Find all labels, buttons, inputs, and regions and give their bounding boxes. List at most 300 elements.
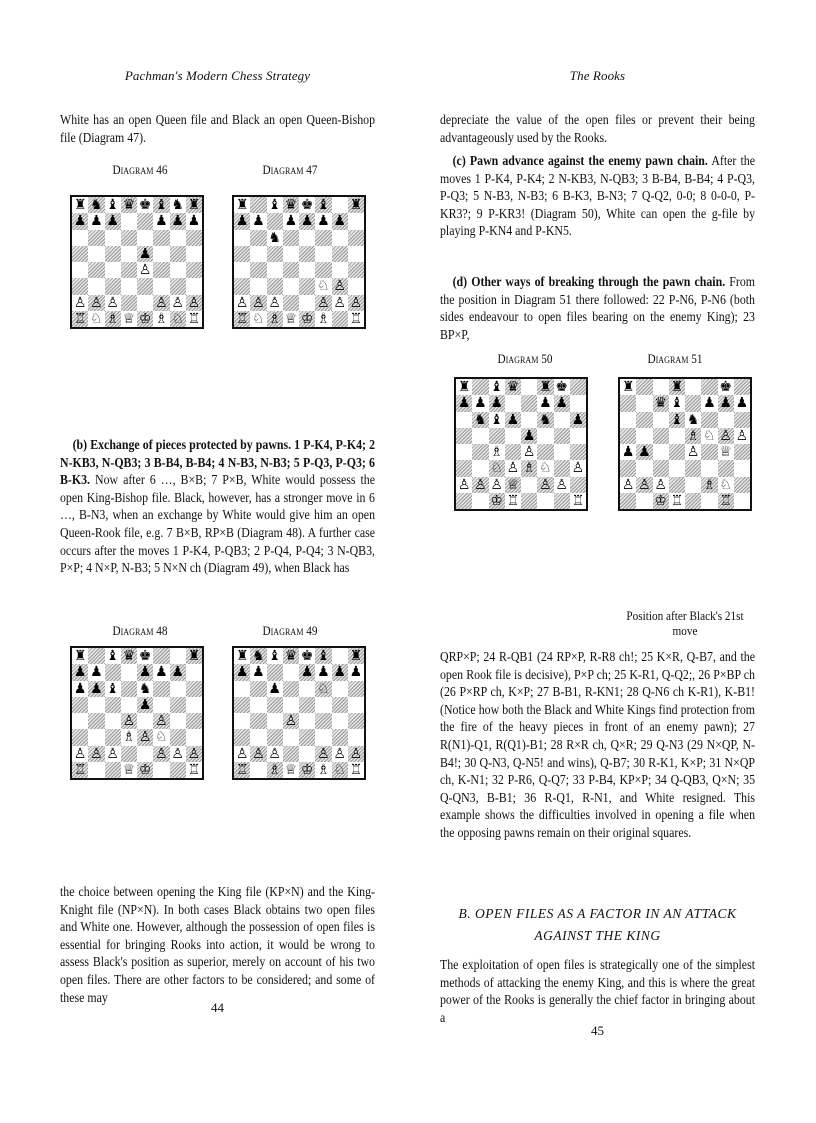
- black-pawn-piece: ♟: [155, 213, 168, 230]
- board-square: [121, 713, 137, 729]
- board-square: [299, 197, 315, 213]
- board-square: [88, 246, 104, 262]
- white-knight-piece: ♘: [317, 680, 330, 697]
- board-square: [121, 246, 137, 262]
- white-knight-piece: ♘: [155, 729, 168, 746]
- black-queen-piece: ♛: [122, 197, 136, 214]
- board-square: [299, 681, 315, 697]
- board-square: [121, 664, 137, 680]
- black-queen-piece: ♛: [284, 648, 298, 665]
- board-square: [234, 295, 250, 311]
- paragraph-b-text: Now after 6 …, B×B; 7 P×B, White would possess the open King-Bishop file. Black, however, has a stronger move in 6 …, B-N3, when an exchange by White would give him an open Queen-Rook file, e.g. 7 B×B, RP×B (Diagram 48). A further case occurs after the moves 1 P-K4, P-QB3; 2 P-Q4, P-Q4; 3 N-QB3, P×P; 4 N×P, N-B3; 5 N×N ch (Diagram 49), when Black has: [60, 472, 376, 576]
- white-pawn-piece: ♙: [571, 460, 585, 477]
- board-square: [153, 278, 169, 294]
- board-square: [105, 246, 121, 262]
- board-square: [72, 681, 88, 697]
- white-pawn-piece: ♙: [187, 294, 201, 311]
- black-queen-piece: ♛: [654, 395, 667, 412]
- board-square: [72, 246, 88, 262]
- board-square: [348, 262, 364, 278]
- board-square: [521, 493, 537, 509]
- board-square: [554, 412, 570, 428]
- board-square: [105, 311, 121, 327]
- left-page: [60, 0, 375, 1123]
- paragraph-c-label: (c) Pawn advance against the enemy pawn chain.: [452, 153, 708, 168]
- diagram-50-board: [454, 377, 588, 511]
- board-square: [267, 278, 283, 294]
- board-square: [283, 681, 299, 697]
- board-square: [315, 262, 331, 278]
- board-square: [283, 648, 299, 664]
- board-square: [267, 230, 283, 246]
- board-square: [170, 262, 186, 278]
- black-pawn-piece: ♟: [73, 680, 87, 697]
- board-square: [570, 379, 586, 395]
- board-square: [72, 713, 88, 729]
- board-square: [348, 681, 364, 697]
- diagram-49-caption: Diagram 49: [262, 624, 318, 638]
- board-square: [250, 762, 266, 778]
- white-queen-piece: ♕: [284, 761, 298, 778]
- white-king-piece: ♔: [300, 761, 314, 778]
- board-square: [456, 460, 472, 476]
- board-square: [72, 213, 88, 229]
- board-square: [234, 246, 250, 262]
- board-square: [472, 412, 488, 428]
- board-square: [570, 444, 586, 460]
- board-square: [315, 697, 331, 713]
- board-square: [718, 460, 734, 476]
- board-square: [72, 311, 88, 327]
- board-square: [537, 395, 553, 411]
- board-square: [72, 295, 88, 311]
- black-pawn-piece: ♟: [300, 664, 314, 681]
- white-knight-piece: ♘: [703, 427, 716, 444]
- board-square: [456, 444, 472, 460]
- board-square: [554, 395, 570, 411]
- board-square: [72, 648, 88, 664]
- black-pawn-piece: ♟: [138, 696, 152, 713]
- board-square: [153, 295, 169, 311]
- board-square: [186, 746, 202, 762]
- white-pawn-piece: ♙: [539, 476, 552, 493]
- right-intro-paragraph: depreciate the value of the open files or prevent their being advantageously used by the Rooks.: [440, 112, 755, 145]
- white-pawn-piece: ♙: [506, 460, 520, 477]
- black-pawn-piece: ♟: [90, 680, 103, 697]
- white-pawn-piece: ♙: [490, 476, 503, 493]
- board-square: [620, 379, 636, 395]
- white-pawn-piece: ♙: [252, 294, 265, 311]
- board-square: [653, 477, 669, 493]
- board-square: [88, 713, 104, 729]
- board-square: [267, 295, 283, 311]
- diagram-46-board: [70, 195, 204, 329]
- board-square: [315, 713, 331, 729]
- board-square: [315, 230, 331, 246]
- board-square: [170, 746, 186, 762]
- board-square: [267, 746, 283, 762]
- board-square: [554, 428, 570, 444]
- white-pawn-piece: ♙: [474, 476, 487, 493]
- black-bishop-piece: ♝: [670, 411, 684, 428]
- board-square: [137, 197, 153, 213]
- board-square: [105, 746, 121, 762]
- black-knight-piece: ♞: [268, 229, 281, 246]
- board-square: [250, 295, 266, 311]
- board-square: [105, 664, 121, 680]
- white-knight-piece: ♘: [317, 278, 330, 295]
- board-square: [153, 213, 169, 229]
- white-bishop-piece: ♗: [268, 310, 281, 327]
- board-square: [348, 246, 364, 262]
- board-square: [170, 697, 186, 713]
- board-square: [153, 697, 169, 713]
- black-pawn-piece: ♟: [252, 213, 265, 230]
- board-square: [234, 762, 250, 778]
- board-square: [505, 493, 521, 509]
- white-pawn-piece: ♙: [735, 427, 749, 444]
- board-square: [283, 295, 299, 311]
- board-square: [718, 493, 734, 509]
- white-pawn-piece: ♙: [555, 476, 568, 493]
- board-square: [537, 444, 553, 460]
- white-pawn-piece: ♙: [457, 476, 471, 493]
- black-bishop-piece: ♝: [268, 648, 281, 665]
- board-square: [88, 648, 104, 664]
- board-square: [315, 311, 331, 327]
- right-paragraph-c: [440, 152, 755, 240]
- board-square: [121, 762, 137, 778]
- board-square: [701, 460, 717, 476]
- board-square: [137, 681, 153, 697]
- white-bishop-piece: ♗: [317, 761, 330, 778]
- board-square: [456, 477, 472, 493]
- board-square: [105, 213, 121, 229]
- right-running-header: The Rooks: [569, 68, 626, 83]
- board-square: [315, 197, 331, 213]
- paragraph-d-text: From the position in Diagram 51 there followed: 22 P-N6, P-N6 (both sides endeavour to open files bearing on the enemy King); 23 BP×P,: [440, 274, 755, 342]
- board-square: [186, 697, 202, 713]
- board-square: [685, 395, 701, 411]
- board-square: [332, 762, 348, 778]
- white-pawn-piece: ♙: [155, 745, 168, 762]
- right-page: [440, 0, 755, 1123]
- black-rook-piece: ♜: [539, 379, 552, 396]
- board-square: [718, 477, 734, 493]
- black-bishop-piece: ♝: [317, 197, 330, 214]
- black-pawn-piece: ♟: [457, 395, 471, 412]
- white-rook-piece: ♖: [670, 492, 684, 509]
- board-square: [505, 444, 521, 460]
- board-square: [267, 213, 283, 229]
- board-square: [734, 444, 750, 460]
- board-square: [121, 681, 137, 697]
- board-square: [348, 697, 364, 713]
- diagram-47-caption: Diagram 47: [262, 163, 318, 177]
- white-pawn-piece: ♙: [654, 476, 667, 493]
- board-square: [718, 412, 734, 428]
- board-square: [315, 295, 331, 311]
- board-square: [137, 648, 153, 664]
- white-bishop-piece: ♗: [522, 460, 536, 477]
- board-square: [234, 311, 250, 327]
- board-square: [250, 697, 266, 713]
- board-square: [472, 379, 488, 395]
- white-pawn-piece: ♙: [333, 278, 346, 295]
- board-square: [267, 762, 283, 778]
- board-square: [170, 664, 186, 680]
- white-rook-piece: ♖: [506, 492, 520, 509]
- board-square: [105, 230, 121, 246]
- board-square: [669, 395, 685, 411]
- board-square: [234, 278, 250, 294]
- board-square: [332, 713, 348, 729]
- black-pawn-piece: ♟: [284, 213, 298, 230]
- board-square: [348, 746, 364, 762]
- board-square: [250, 664, 266, 680]
- board-square: [88, 262, 104, 278]
- white-pawn-piece: ♙: [171, 294, 184, 311]
- white-pawn-piece: ♙: [268, 745, 281, 762]
- board-square: [105, 262, 121, 278]
- board-square: [137, 664, 153, 680]
- white-pawn-piece: ♙: [171, 745, 184, 762]
- board-square: [521, 460, 537, 476]
- white-bishop-piece: ♗: [106, 310, 119, 327]
- board-square: [348, 295, 364, 311]
- board-square: [348, 213, 364, 229]
- board-square: [348, 729, 364, 745]
- white-pawn-piece: ♙: [73, 745, 87, 762]
- white-knight-piece: ♘: [333, 761, 346, 778]
- board-square: [315, 746, 331, 762]
- black-rook-piece: ♜: [235, 648, 249, 665]
- board-square: [669, 412, 685, 428]
- board-square: [72, 729, 88, 745]
- diagram-51-board: [618, 377, 752, 511]
- board-square: [348, 311, 364, 327]
- black-rook-piece: ♜: [187, 648, 201, 665]
- board-square: [472, 460, 488, 476]
- black-bishop-piece: ♝: [490, 379, 503, 396]
- board-square: [283, 278, 299, 294]
- board-square: [267, 664, 283, 680]
- board-square: [653, 395, 669, 411]
- white-pawn-piece: ♙: [268, 294, 281, 311]
- board-square: [653, 412, 669, 428]
- white-pawn-piece: ♙: [719, 427, 732, 444]
- white-pawn-piece: ♙: [155, 294, 168, 311]
- board-square: [234, 213, 250, 229]
- board-square: [636, 477, 652, 493]
- board-square: [505, 428, 521, 444]
- board-square: [299, 713, 315, 729]
- black-pawn-piece: ♟: [187, 213, 201, 230]
- board-square: [234, 664, 250, 680]
- white-pawn-piece: ♙: [155, 713, 168, 730]
- board-square: [283, 664, 299, 680]
- board-square: [267, 681, 283, 697]
- board-square: [505, 412, 521, 428]
- black-pawn-piece: ♟: [73, 213, 87, 230]
- white-bishop-piece: ♗: [703, 476, 716, 493]
- board-square: [537, 428, 553, 444]
- board-square: [121, 729, 137, 745]
- board-square: [250, 729, 266, 745]
- black-pawn-piece: ♟: [171, 664, 184, 681]
- board-square: [718, 379, 734, 395]
- black-bishop-piece: ♝: [106, 680, 119, 697]
- board-square: [620, 477, 636, 493]
- board-square: [137, 230, 153, 246]
- board-square: [88, 681, 104, 697]
- board-square: [489, 477, 505, 493]
- black-bishop-piece: ♝: [106, 197, 119, 214]
- board-square: [472, 444, 488, 460]
- white-queen-piece: ♕: [506, 476, 520, 493]
- board-square: [283, 311, 299, 327]
- board-square: [636, 379, 652, 395]
- board-square: [137, 262, 153, 278]
- black-knight-piece: ♞: [252, 648, 265, 665]
- board-square: [620, 444, 636, 460]
- board-square: [121, 197, 137, 213]
- black-pawn-piece: ♟: [235, 213, 249, 230]
- board-square: [88, 213, 104, 229]
- white-queen-piece: ♕: [719, 444, 732, 461]
- board-square: [669, 428, 685, 444]
- board-square: [234, 713, 250, 729]
- white-pawn-piece: ♙: [90, 294, 103, 311]
- white-king-piece: ♔: [300, 310, 314, 327]
- board-square: [88, 729, 104, 745]
- right-page-number: 45: [591, 1023, 604, 1038]
- board-square: [701, 395, 717, 411]
- board-square: [299, 729, 315, 745]
- board-square: [186, 762, 202, 778]
- black-knight-piece: ♞: [90, 197, 103, 214]
- left-paragraph-b: [60, 436, 375, 577]
- board-square: [72, 230, 88, 246]
- board-square: [250, 262, 266, 278]
- board-square: [186, 295, 202, 311]
- black-knight-piece: ♞: [539, 411, 552, 428]
- board-square: [315, 729, 331, 745]
- board-square: [521, 379, 537, 395]
- board-square: [267, 648, 283, 664]
- board-square: [234, 729, 250, 745]
- board-square: [456, 493, 472, 509]
- board-square: [283, 213, 299, 229]
- board-square: [250, 197, 266, 213]
- black-bishop-piece: ♝: [317, 648, 330, 665]
- board-square: [170, 729, 186, 745]
- black-pawn-piece: ♟: [349, 664, 363, 681]
- board-square: [299, 697, 315, 713]
- white-knight-piece: ♘: [719, 476, 732, 493]
- board-square: [137, 213, 153, 229]
- board-square: [701, 444, 717, 460]
- board-square: [299, 213, 315, 229]
- board-square: [105, 648, 121, 664]
- board-square: [537, 493, 553, 509]
- board-square: [315, 278, 331, 294]
- black-king-piece: ♚: [719, 379, 732, 396]
- board-square: [669, 493, 685, 509]
- board-square: [636, 428, 652, 444]
- board-square: [685, 460, 701, 476]
- board-square: [170, 311, 186, 327]
- board-square: [489, 444, 505, 460]
- board-square: [186, 648, 202, 664]
- board-square: [636, 460, 652, 476]
- board-square: [186, 197, 202, 213]
- board-square: [620, 493, 636, 509]
- white-pawn-piece: ♙: [235, 294, 249, 311]
- board-square: [137, 729, 153, 745]
- board-square: [283, 197, 299, 213]
- white-rook-piece: ♖: [235, 761, 249, 778]
- black-rook-piece: ♜: [235, 197, 249, 214]
- white-pawn-piece: ♙: [187, 745, 201, 762]
- board-square: [72, 746, 88, 762]
- board-square: [299, 311, 315, 327]
- board-square: [472, 395, 488, 411]
- black-rook-piece: ♜: [349, 197, 363, 214]
- white-king-piece: ♔: [138, 761, 152, 778]
- black-queen-piece: ♛: [506, 379, 520, 396]
- white-pawn-piece: ♙: [138, 729, 152, 746]
- board-square: [105, 681, 121, 697]
- board-square: [570, 412, 586, 428]
- white-knight-piece: ♘: [171, 310, 184, 327]
- board-square: [283, 746, 299, 762]
- black-pawn-piece: ♟: [621, 444, 635, 461]
- section-title-line-1: B. OPEN FILES AS A FACTOR IN AN ATTACK: [458, 906, 737, 921]
- black-pawn-piece: ♟: [474, 395, 487, 412]
- black-pawn-piece: ♟: [171, 213, 184, 230]
- board-square: [170, 213, 186, 229]
- white-king-piece: ♔: [138, 310, 152, 327]
- black-pawn-piece: ♟: [490, 395, 503, 412]
- board-square: [554, 493, 570, 509]
- board-square: [299, 246, 315, 262]
- board-square: [153, 246, 169, 262]
- paragraph-d-label: (d) Other ways of breaking through the pawn chain.: [452, 274, 726, 289]
- white-king-piece: ♔: [654, 492, 667, 509]
- diagram-50-caption: Diagram 50: [497, 352, 553, 366]
- board-square: [332, 648, 348, 664]
- board-square: [472, 493, 488, 509]
- diagram-48-board: [70, 646, 204, 780]
- board-square: [153, 664, 169, 680]
- board-square: [636, 395, 652, 411]
- white-knight-piece: ♘: [252, 310, 265, 327]
- board-square: [170, 278, 186, 294]
- board-square: [521, 444, 537, 460]
- black-pawn-piece: ♟: [539, 395, 552, 412]
- board-square: [267, 262, 283, 278]
- board-square: [718, 444, 734, 460]
- board-square: [72, 278, 88, 294]
- left-intro-paragraph: White has an open Queen file and Black an open Queen-Bishop file (Diagram 47).: [60, 112, 375, 145]
- board-square: [88, 762, 104, 778]
- black-pawn-piece: ♟: [138, 245, 152, 262]
- board-square: [170, 713, 186, 729]
- board-square: [105, 697, 121, 713]
- right-continuation-paragraph: QRP×P; 24 R-QB1 (24 RP×P, R-R8 ch!; 25 K×R, Q-B7, and the open Rook file is decisive), P×P ch; 25 K-R1, Q-Q2;, 26 P×BP ch (26 P×RP ch, K×P; 27 B-B1, R-KN1; 28 Q-N6 ch K-R1), K-B1! (Notice how both the Black and White Kings find protection from the fire of the heavy pieces in front of an enemy pawn); 27 R(N1)-Q1, R(Q1)-B1; 28 R×R ch, Q×R; 29 Q-N3 (29 N×QP, N-B4!; 30 Q-N3, Q-N5! and wins), Q-B7; 30 R-K1, K×P; 31 N×QP ch, K-N1; 32 P-R6, Q-Q7; 33 P-B4, KP×P; 34 Q-QB3, Q×N; 35 Q-QN3, B-B1; 36 R-Q1, R-N1, and White resigned. This example shows the difficulties involved in opening a file when the opposing pawns remain on their original squares.: [440, 649, 755, 840]
- black-pawn-piece: ♟: [333, 213, 346, 230]
